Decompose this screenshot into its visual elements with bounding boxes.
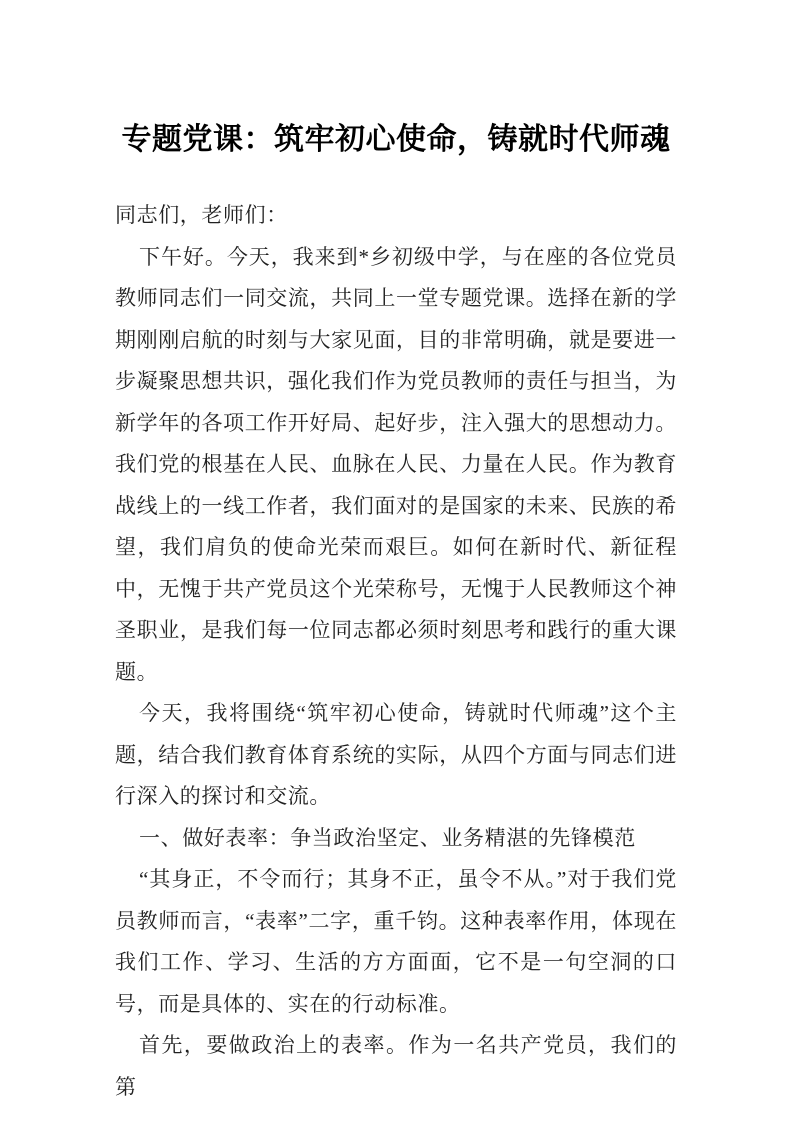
paragraph-opening: 下午好。今天，我来到*乡初级中学，与在座的各位党员教师同志们一同交流，共同上一堂专题党课。选择在新的学期刚刚启航的时刻与大家见面，目的非常明确，就是要进一步凝聚思想共识，强化我们作为党员教师的责任与担当，为新学年的各项工作开好局、起好步，注入强大的思想动力。我们党的根基在人民、血脉在人民、力量在人民。作为教育战线上的一线工作者，我们面对的是国家的未来、民族的希望，我们肩负的使命光荣而艰巨。如何在新时代、新征程中，无愧于共产党员这个光荣称号，无愧于人民教师这个神圣职业，是我们每一位同志都必须时刻思考和践行的重大课题。 [115, 244, 677, 684]
paragraph-political-exemplar: 首先，要做政治上的表率。作为一名共产党员，我们的第 [115, 1033, 677, 1099]
document-body [115, 195, 677, 1108]
section-heading-1: 一、做好表率：争当政治坚定、业务精湛的先锋模范 [139, 825, 636, 850]
paragraph-quote-exemplar: “其身正，不令而行；其身不正，虽令不从。”对于我们党员教师而言，“表率”二字，重千钧。这种表率作用，体现在我们工作、学习、生活的方方面面，它不是一句空洞的口号，而是具体的、实在的行动标准。 [115, 867, 677, 1016]
paragraph-theme: 今天，我将围绕“筑牢初心使命，铸就时代师魂”这个主题，结合我们教育体育系统的实际，从四个方面与同志们进行深入的探讨和交流。 [115, 701, 677, 808]
document-title: 专题党课：筑牢初心使命，铸就时代师魂 [121, 123, 671, 156]
salutation-line: 同志们，老师们： [115, 203, 288, 227]
